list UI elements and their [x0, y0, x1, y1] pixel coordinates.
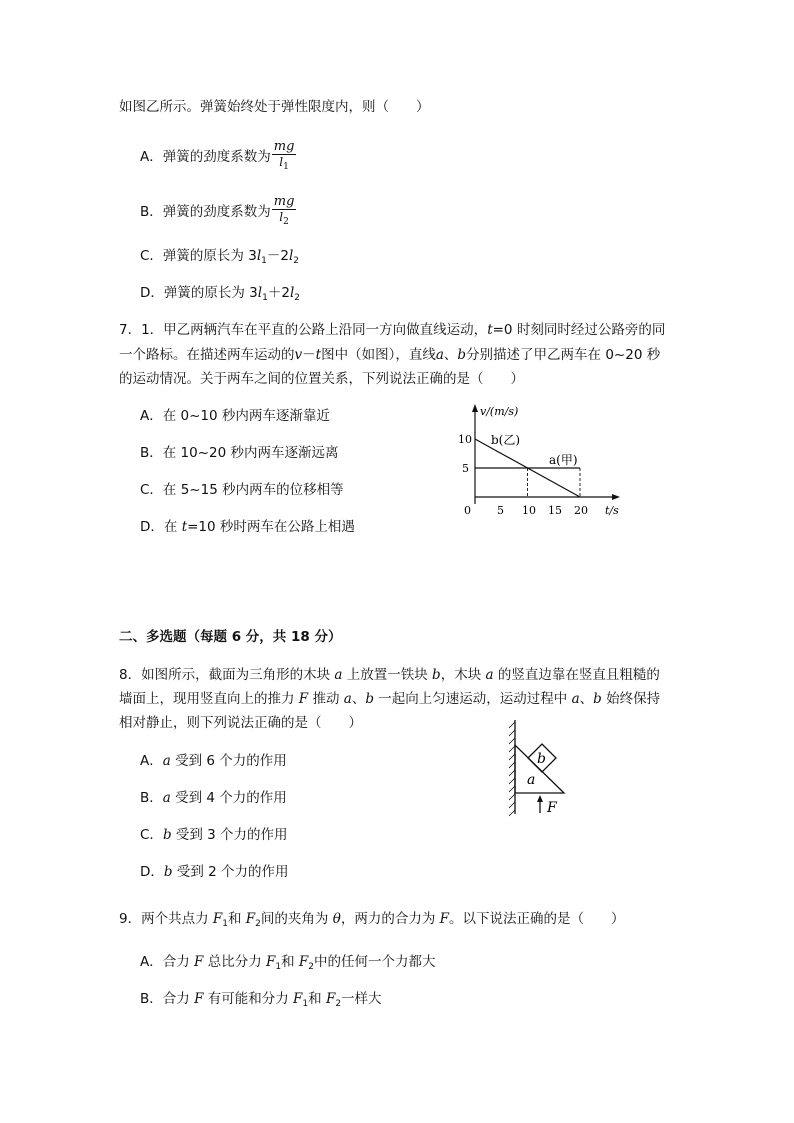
- q6-option-c: C．弹簧的原长为 $3l_1-2l_2$: [140, 248, 300, 266]
- intro-line: 如图乙所示。弹簧始终处于弹性限度内，则（ ）: [119, 99, 430, 115]
- q6-option-b-text: B．弹簧的劲度系数为: [140, 204, 271, 220]
- y-tick-10: 10: [458, 433, 472, 446]
- q7-vt-graph: [450, 402, 630, 522]
- y-axis-arrow-icon: [472, 404, 478, 412]
- q9-option-a: A．合力 F 总比分力 $F_1$和 $F_2$中的任何一个力都大: [140, 954, 436, 972]
- fraction-denominator: $l_1$: [279, 155, 289, 172]
- q8-stem-line-2: 墙面上，现用竖直向上的推力 F 推动 a、b 一起向上匀速运动，运动过程中 a、b 始终保持: [119, 691, 661, 707]
- fraction-numerator: mg: [273, 139, 295, 154]
- x-tick-15: 15: [548, 504, 562, 517]
- q6-option-b: [140, 195, 296, 229]
- q6-option-a-text: A．弹簧的劲度系数为: [140, 149, 271, 165]
- q6-option-d: D．弹簧的原长为 $3l_1+2l_2$: [140, 285, 300, 303]
- q7-option-d: D．在 t=10 秒时两车在公路上相遇: [140, 519, 355, 535]
- q7-option-b: B．在 10~20 秒内两车逐渐远离: [140, 445, 339, 461]
- q8-stem-line-1: 8．如图所示，截面为三角形的木块 a 上放置一铁块 b，木块 a 的竖直边靠在竖直且粗糙的: [119, 667, 660, 683]
- x-tick-origin: 0: [464, 504, 471, 517]
- q7-option-a: A．在 0~10 秒内两车逐渐靠近: [140, 408, 330, 424]
- q8-option-b: B．a 受到 4 个力的作用: [140, 790, 287, 806]
- x-tick-10: 10: [522, 504, 536, 517]
- line-b-label: b(乙): [491, 433, 521, 447]
- x-axis-label: t/s: [605, 504, 619, 517]
- x-tick-20: 20: [574, 504, 588, 517]
- wall-hatching: [509, 722, 515, 816]
- q8-stem-line-3: 相对静止，则下列说法正确的是（ ）: [119, 715, 362, 731]
- q6-option-b-fraction: [272, 195, 297, 229]
- q9-option-b: B．合力 F 有可能和分力 $F_1$和 $F_2$一样大: [140, 991, 382, 1009]
- y-axis-label: v/(m/s): [480, 405, 519, 418]
- q7-option-c: C．在 5~15 秒内两车的位移相等: [140, 482, 344, 498]
- x-axis-arrow-icon: [612, 494, 620, 500]
- line-a-label: a(甲): [549, 453, 578, 467]
- force-arrow-icon: [537, 795, 543, 802]
- q8-option-a: A．a 受到 6 个力的作用: [140, 753, 287, 769]
- section-heading: 二、多选题（每题 6 分，共 18 分）: [119, 629, 342, 645]
- q7-stem-line-2: 一个路标。在描述两车运动的v－t图中（如图），直线a、b分别描述了甲乙两车在 0~20 秒: [119, 347, 661, 363]
- force-label: F: [547, 800, 557, 816]
- q7-stem-line-1: 7．1．甲乙两辆汽车在平直的公路上沿同一方向做直线运动，t=0 时刻同时经过公路旁的同: [119, 322, 666, 338]
- x-tick-5: 5: [497, 504, 504, 517]
- q9-stem: 9．两个共点力 $F_1$和 $F_2$间的夹角为 θ，两力的合力为 F。以下说法正确的是（ ）: [119, 911, 625, 929]
- block-b-label: b: [537, 751, 546, 767]
- q6-option-a-fraction: [272, 140, 297, 174]
- fraction-numerator: mg: [273, 194, 295, 209]
- y-tick-5: 5: [462, 462, 469, 475]
- q8-wall-block-figure: [500, 718, 580, 818]
- fraction-denominator: $l_2$: [279, 210, 289, 227]
- q7-stem-line-3: 的运动情况。关于两车之间的位置关系，下列说法正确的是（ ）: [119, 371, 524, 387]
- q8-option-c: C．b 受到 3 个力的作用: [140, 827, 288, 843]
- q6-option-a: [140, 140, 296, 174]
- block-a-label: a: [527, 772, 536, 788]
- q8-option-d: D．b 受到 2 个力的作用: [140, 864, 289, 880]
